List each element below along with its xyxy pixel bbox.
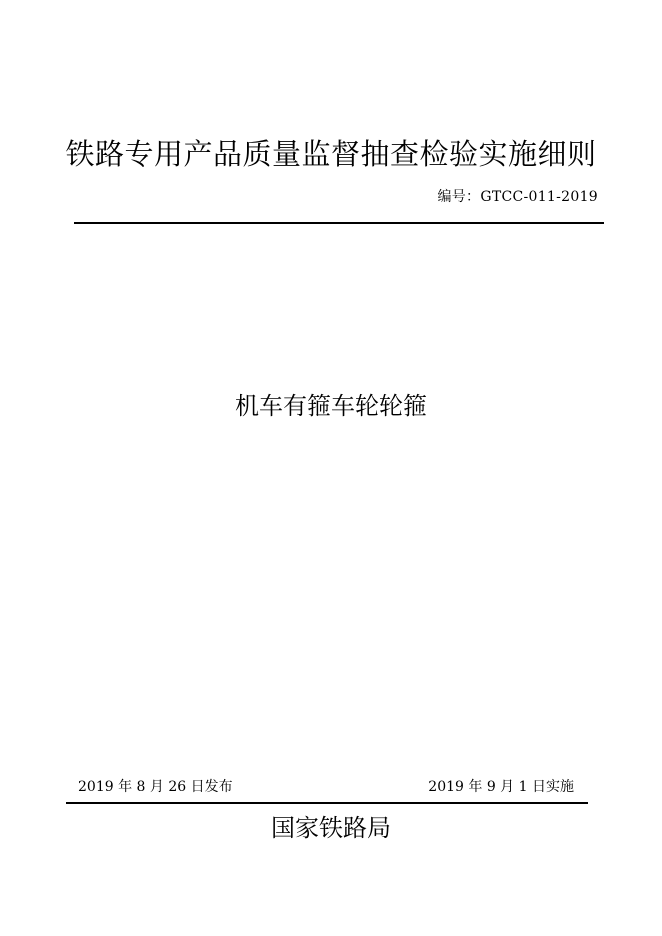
- header-divider: [74, 222, 604, 224]
- footer-divider: [66, 802, 588, 804]
- document-title: 铁路专用产品质量监督抽查检验实施细则: [65, 137, 597, 171]
- issuing-authority: 国家铁路局: [271, 814, 391, 842]
- issue-date: 2019 年 8 月 26 日发布: [78, 779, 233, 795]
- document-code: 编号：GTCC-011-2019: [437, 189, 598, 205]
- effective-date: 2019 年 9 月 1 日实施: [428, 779, 574, 795]
- product-subject: 机车有箍车轮轮箍: [235, 392, 427, 420]
